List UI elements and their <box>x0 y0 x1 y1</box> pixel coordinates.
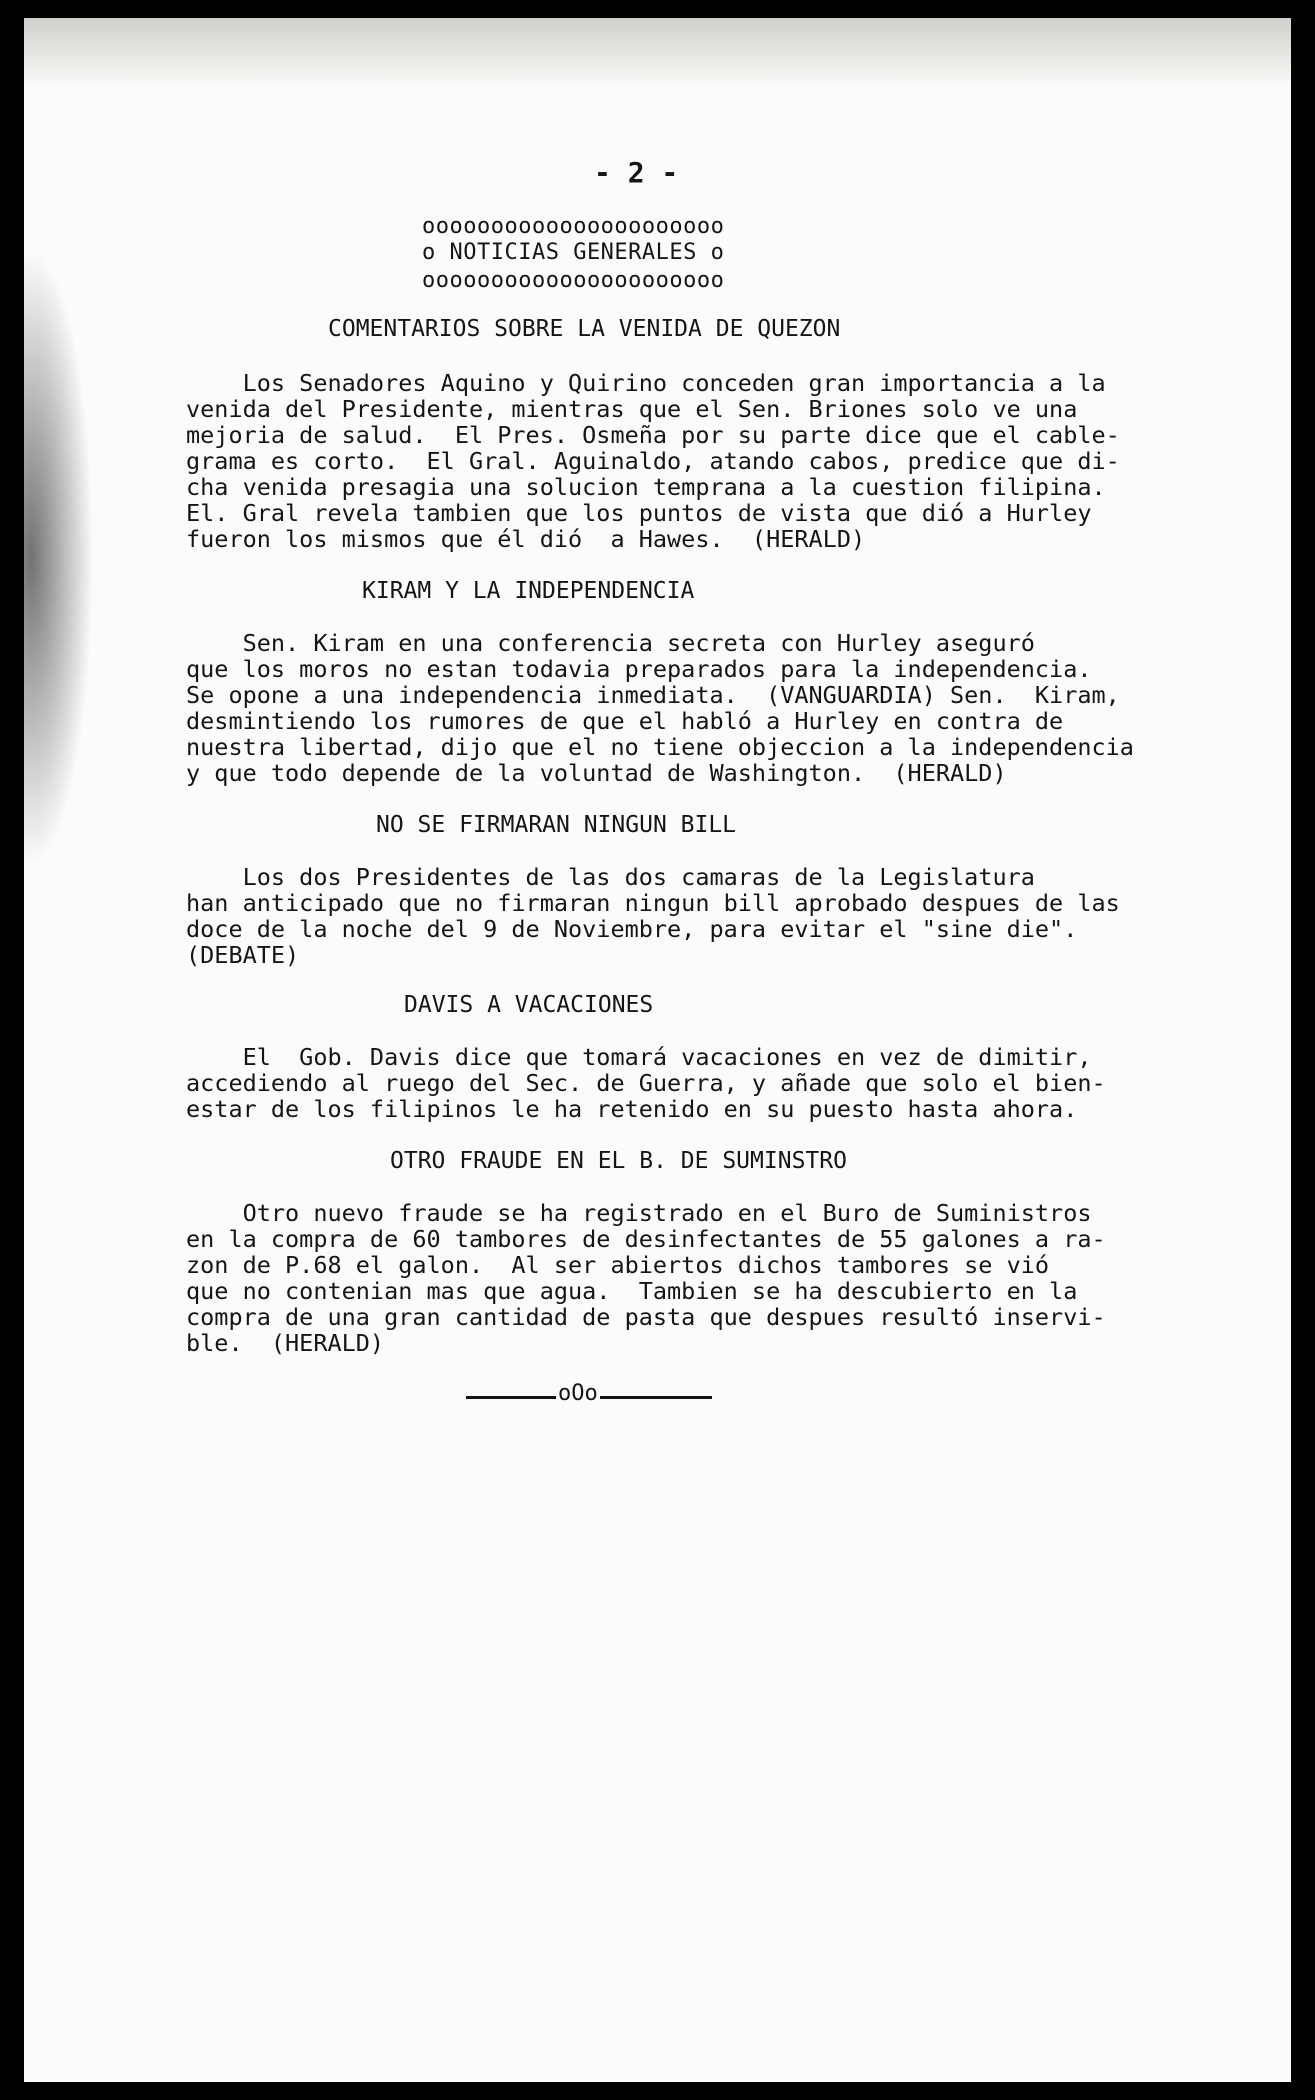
page-number: - 2 - <box>594 156 679 189</box>
section-title: o NOTICIAS GENERALES o <box>422 240 725 265</box>
article-line: Los dos Presidentes de las dos camaras de la Legislatura <box>186 863 1035 891</box>
article-line: nuestra libertad, dijo que el no tiene objeccion a la independencia <box>186 733 1134 761</box>
article-line: en la compra de 60 tambores de desinfectantes de 55 galones a ra- <box>186 1225 1106 1253</box>
article-line: Otro nuevo fraude se ha registrado en el Buro de Suministros <box>186 1199 1092 1227</box>
article-line: Los Senadores Aquino y Quirino conceden gran importancia a la <box>186 369 1106 397</box>
article-line: grama es corto. El Gral. Aguinaldo, atando cabos, predice que di- <box>186 447 1120 475</box>
article-heading-bill: NO SE FIRMARAN NINGUN BILL <box>376 812 737 838</box>
scan-edge-shading <box>24 18 1291 88</box>
article-heading-fraude: OTRO FRAUDE EN EL B. DE SUMINSTRO <box>390 1148 847 1174</box>
article-line: estar de los filipinos le ha retenido en su puesto hasta ahora. <box>186 1095 1078 1123</box>
article-line: mejoria de salud. El Pres. Osmeña por su parte dice que el cable- <box>186 421 1120 449</box>
article-line: Sen. Kiram en una conferencia secreta con Hurley aseguró <box>186 629 1035 657</box>
article-line: (DEBATE) <box>186 941 300 969</box>
article-line: El. Gral revela tambien que los puntos de vista que dió a Hurley <box>186 499 1092 527</box>
article-line: han anticipado que no firmaran ningun bill aprobado despues de las <box>186 889 1120 917</box>
ornament-top: oooooooooooooooooooooo <box>422 214 725 239</box>
article-heading-quezon: COMENTARIOS SOBRE LA VENIDA DE QUEZON <box>328 316 841 342</box>
article-heading-kiram: KIRAM Y LA INDEPENDENCIA <box>362 578 695 604</box>
article-line: venida del Presidente, mientras que el Sen. Briones solo ve una <box>186 395 1078 423</box>
article-line: ble. (HERALD) <box>186 1329 385 1357</box>
article-line: fueron los mismos que él dió a Hawes. (HERALD) <box>186 525 866 553</box>
ornament-bottom: oooooooooooooooooooooo <box>422 268 725 293</box>
article-line: zon de P.68 el galon. Al ser abiertos dichos tambores se vió <box>186 1251 1050 1279</box>
article-line: que no contenian mas que agua. Tambien se ha descubierto en la <box>186 1277 1078 1305</box>
document-page <box>24 18 1291 2082</box>
article-line: que los moros no estan todavia preparados para la independencia. <box>186 655 1092 683</box>
end-mark: oOo <box>558 1381 598 1406</box>
article-line: accediendo al ruego del Sec. de Guerra, y añade que solo el bien- <box>186 1069 1106 1097</box>
article-line: compra de una gran cantidad de pasta que despues resultó inservi- <box>186 1303 1106 1331</box>
scan-smudge <box>24 248 94 868</box>
article-line: cha venida presagia una solucion temprana a la cuestion filipina. <box>186 473 1106 501</box>
article-line: Se opone a una independencia inmediata. (VANGUARDIA) Sen. Kiram, <box>186 681 1120 709</box>
article-heading-davis: DAVIS A VACACIONES <box>404 992 654 1018</box>
article-line: y que todo depende de la voluntad de Washington. (HERALD) <box>186 759 1007 787</box>
article-line: El Gob. Davis dice que tomará vacaciones en vez de dimitir, <box>186 1043 1092 1071</box>
article-line: doce de la noche del 9 de Noviembre, para evitar el "sine die". <box>186 915 1078 943</box>
article-line: desmintiendo los rumores de que el habló a Hurley en contra de <box>186 707 1064 735</box>
